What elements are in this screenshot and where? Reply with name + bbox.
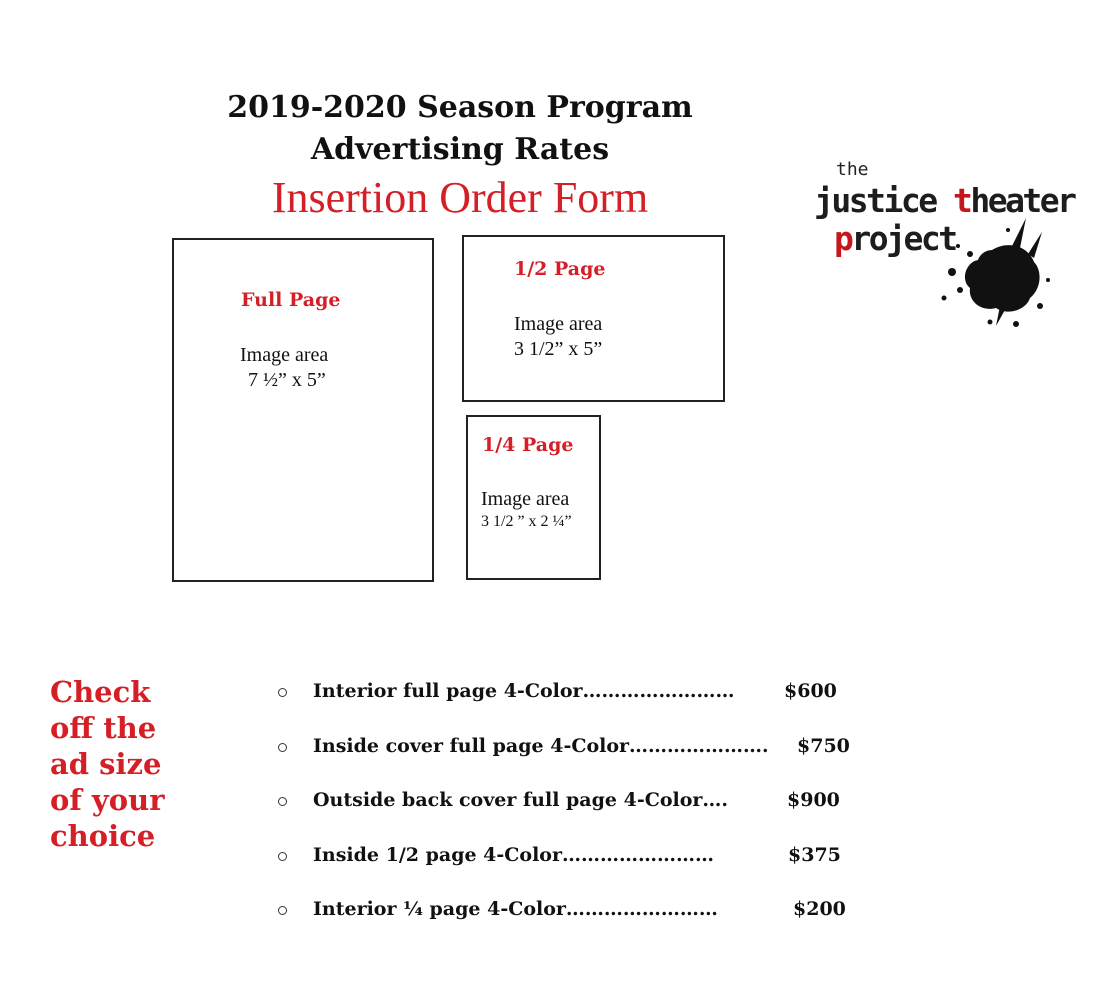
quarter-page-area-label: Image area [481,488,570,510]
logo-word-justice: justice [814,181,936,220]
quarter-page-label: 1/4 Page [482,434,574,456]
radio-circle-icon[interactable] [278,688,287,697]
check-note-line: choice [50,819,156,853]
half-page-label: 1/2 Page [514,258,606,280]
form-subtitle: Insertion Order Form [271,173,649,222]
logo-letter-p: p [834,219,852,258]
full-page-image-area [240,343,328,393]
rate-description: Interior full page 4-Color…………………… [313,680,735,702]
rate-price: $900 [787,789,840,811]
rate-description: Inside cover full page 4-Color…………………. [313,734,769,757]
full-page-area-label: Image area [240,344,329,366]
title-line-1: 2019-2020 Season Program [227,90,693,125]
check-note-line: off the [50,711,157,745]
rate-option-interior-full[interactable] [278,680,898,735]
justice-theater-project-logo [810,155,1075,335]
rate-price: $375 [788,843,841,866]
logo-word-the: the [836,159,869,180]
quarter-page-dimensions: 3 1/2 ” x 2 ¼” [481,513,572,530]
radio-circle-icon[interactable] [278,743,287,752]
check-note-line: Check [50,675,151,709]
half-page-image-area [514,312,602,362]
radio-circle-icon[interactable] [278,797,287,806]
full-page-label: Full Page [241,289,341,311]
logo-words-justice-theater [814,181,1075,220]
logo-letter-t: t [952,181,971,220]
check-note-line: ad size [50,747,162,781]
rate-description: Inside 1/2 page 4-Color…………………… [313,843,714,866]
rate-price: $750 [797,734,850,757]
rate-price: $600 [784,680,837,702]
rate-option-inside-half[interactable] [278,844,898,899]
full-page-ad-box [172,238,434,582]
logo-word-roject: roject [851,219,956,258]
rate-option-interior-quarter[interactable] [278,898,898,953]
check-off-instruction [50,674,250,854]
half-page-dimensions: 3 1/2” x 5” [514,338,603,360]
ad-rate-options [278,680,898,953]
quarter-page-image-area [481,487,572,532]
check-note-line: of your [50,783,165,817]
logo-word-heater: heater [970,181,1075,220]
half-page-ad-box [462,235,725,402]
radio-circle-icon[interactable] [278,906,287,915]
rate-price: $200 [793,898,846,920]
rate-description: Outside back cover full page 4-Color…. [313,789,729,811]
title-line-2: Advertising Rates [310,132,610,167]
radio-circle-icon[interactable] [278,852,287,861]
full-page-dimensions: 7 ½” x 5” [248,369,326,391]
rate-description: Interior ¼ page 4-Color…………………… [313,898,718,920]
logo-word-project [834,219,956,258]
half-page-area-label: Image area [514,313,603,335]
rate-option-outside-back-cover[interactable] [278,789,898,844]
quarter-page-ad-box [466,415,601,580]
rate-option-inside-cover-full[interactable] [278,735,898,790]
